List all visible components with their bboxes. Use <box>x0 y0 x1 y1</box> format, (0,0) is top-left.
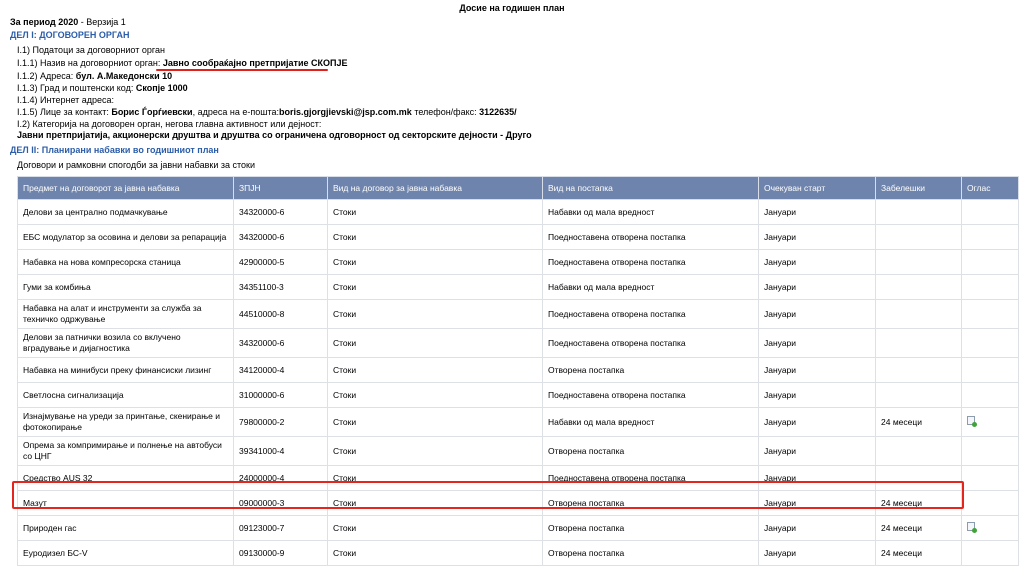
cell-subject: Набавка на нова компресорска станица <box>18 250 234 275</box>
table-row <box>18 275 1019 300</box>
cell-code: 34351100-3 <box>234 275 328 300</box>
cell-ad <box>962 358 1019 383</box>
table-row <box>18 329 1019 358</box>
cell-procedure: Поедноставена отворена постапка <box>543 250 759 275</box>
cell-contract-type: Стоки <box>328 491 543 516</box>
city-value: Скопје 1000 <box>135 83 188 93</box>
cell-subject: Мазут <box>18 491 234 516</box>
phone-label: телефон/факс: <box>411 107 480 117</box>
page-title: Досие на годишен план <box>459 3 565 13</box>
cell-contract-type: Стоки <box>328 516 543 541</box>
table-row <box>18 383 1019 408</box>
period-version: - Верзија 1 <box>78 17 126 27</box>
cell-code: 79800000-2 <box>234 408 328 437</box>
part2-heading: ДЕЛ II: Планирани набавки во годишниот план <box>10 145 219 155</box>
document-add-icon[interactable] <box>967 522 975 531</box>
cell-notes <box>876 225 962 250</box>
authority-name-value: Јавно сообраќајно претпријатие СКОПЈЕ <box>162 58 348 68</box>
cell-expected-start: Јануари <box>759 329 876 358</box>
cell-contract-type: Стоки <box>328 200 543 225</box>
cell-ad <box>962 408 1019 437</box>
cell-contract-type: Стоки <box>328 329 543 358</box>
cell-subject: Изнајмување на уреди за принтање, скенирање и фотокопирање <box>18 408 234 437</box>
cell-notes <box>876 300 962 329</box>
cell-contract-type: Стоки <box>328 250 543 275</box>
cell-subject: Светлосна сигнализација <box>18 383 234 408</box>
cell-ad <box>962 541 1019 566</box>
cell-expected-start: Јануари <box>759 516 876 541</box>
cell-procedure: Поедноставена отворена постапка <box>543 329 759 358</box>
cell-procedure: Отворена постапка <box>543 541 759 566</box>
cell-ad <box>962 383 1019 408</box>
cell-ad <box>962 275 1019 300</box>
cell-contract-type: Стоки <box>328 300 543 329</box>
document-add-icon[interactable] <box>967 416 975 425</box>
cell-notes <box>876 250 962 275</box>
contact-email: boris.gjorgjievski@jsp.com.mk <box>278 107 412 117</box>
contact-phone: 3122635/ <box>479 107 517 117</box>
cell-ad <box>962 437 1019 466</box>
contracting-authority-data: I.1) Подaтоци за договорниот орган <box>17 45 165 55</box>
cell-code: 44510000-8 <box>234 300 328 329</box>
cell-notes: 24 месеци <box>876 408 962 437</box>
column-header-subject: Предмет на договорот за јавна набавка <box>18 177 234 200</box>
cell-procedure: Отворена постапка <box>543 516 759 541</box>
cell-ad <box>962 300 1019 329</box>
contact-line <box>17 107 517 117</box>
cell-procedure: Набавки од мала вредност <box>543 275 759 300</box>
cell-code: 34120000-4 <box>234 358 328 383</box>
table-row <box>18 437 1019 466</box>
contact-name: Борис Ѓорѓиевски <box>111 107 193 117</box>
table-row <box>18 250 1019 275</box>
cell-expected-start: Јануари <box>759 200 876 225</box>
cell-expected-start: Јануари <box>759 300 876 329</box>
cell-procedure: Поедноставена отворена постапка <box>543 383 759 408</box>
cell-code: 39341000-4 <box>234 437 328 466</box>
contact-label: I.1.5) Лице за контакт: <box>17 107 112 117</box>
cell-code: 42900000-5 <box>234 250 328 275</box>
table-row <box>18 300 1019 329</box>
cell-procedure: Поедноставена отворена постапка <box>543 300 759 329</box>
cell-subject: Делови за централно подмачкување <box>18 200 234 225</box>
cell-subject: Набавка на минибуси преку финансиски лизинг <box>18 358 234 383</box>
cell-subject: Делови за патнички возила со вклучено вградување и дијагностика <box>18 329 234 358</box>
cell-code: 24000000-4 <box>234 466 328 491</box>
cell-notes: 24 месеци <box>876 491 962 516</box>
authority-name-label: I.1.1) Назив на договорниот орган: <box>17 58 163 68</box>
cell-contract-type: Стоки <box>328 383 543 408</box>
cell-contract-type: Стоки <box>328 466 543 491</box>
cell-ad <box>962 491 1019 516</box>
cell-code: 09000000-3 <box>234 491 328 516</box>
cell-notes: 24 месеци <box>876 516 962 541</box>
category-line: I.2) Категорија на договорен орган, негова главна активност или дејност: <box>17 119 322 129</box>
address-label: I.1.2) Адреса: <box>17 71 76 81</box>
cell-contract-type: Стоки <box>328 437 543 466</box>
column-header-code: ЗПЈН <box>234 177 328 200</box>
cell-notes <box>876 466 962 491</box>
cell-notes <box>876 275 962 300</box>
city-label: I.1.3) Град и поштенски код: <box>17 83 136 93</box>
column-header-ad: Оглас <box>962 177 1019 200</box>
cell-code: 34320000-6 <box>234 225 328 250</box>
period-line <box>10 17 126 27</box>
cell-subject: ЕБС модулатор за осовина и делови за репарација <box>18 225 234 250</box>
cell-subject: Гуми за комбиња <box>18 275 234 300</box>
table-row <box>18 516 1019 541</box>
table-row <box>18 225 1019 250</box>
cell-expected-start: Јануари <box>759 383 876 408</box>
cell-code: 09130000-9 <box>234 541 328 566</box>
cell-contract-type: Стоки <box>328 358 543 383</box>
cell-ad <box>962 516 1019 541</box>
cell-code: 31000000-6 <box>234 383 328 408</box>
cell-notes <box>876 358 962 383</box>
table-row <box>18 491 1019 516</box>
table-row <box>18 466 1019 491</box>
cell-notes <box>876 329 962 358</box>
column-header-notes: Забелешки <box>876 177 962 200</box>
cell-subject: Природен гас <box>18 516 234 541</box>
authority-name-line <box>17 58 347 68</box>
cell-contract-type: Стоки <box>328 225 543 250</box>
cell-subject: Еуродизел БС-V <box>18 541 234 566</box>
cell-notes <box>876 437 962 466</box>
cell-procedure: Отворена постапка <box>543 358 759 383</box>
category-value: Јавни претпријатија, акционерски друштва и друштва со ограничена одговорност од секторските дејности - Друго <box>17 130 532 140</box>
cell-ad <box>962 329 1019 358</box>
address-value: бул. А.Македонски 10 <box>75 71 173 81</box>
cell-expected-start: Јануари <box>759 437 876 466</box>
cell-notes: 24 месеци <box>876 541 962 566</box>
cell-notes <box>876 200 962 225</box>
part1-heading: ДЕЛ I: ДОГОВОРЕН ОРГАН <box>10 30 130 40</box>
email-label: , адреса на е-пошта: <box>192 107 279 117</box>
cell-procedure: Поедноставена отворена постапка <box>543 466 759 491</box>
cell-expected-start: Јануари <box>759 358 876 383</box>
procurement-plan-table <box>17 176 1019 566</box>
cell-procedure: Набавки од мала вредност <box>543 408 759 437</box>
cell-contract-type: Стоки <box>328 408 543 437</box>
cell-notes <box>876 383 962 408</box>
cell-expected-start: Јануари <box>759 408 876 437</box>
cell-expected-start: Јануари <box>759 491 876 516</box>
table-row <box>18 200 1019 225</box>
cell-code: 34320000-6 <box>234 200 328 225</box>
column-header-expected-start: Очекуван старт <box>759 177 876 200</box>
section-subtitle: Договори и рамковни спогодби за јавни набавки за стоки <box>17 160 255 170</box>
cell-ad <box>962 250 1019 275</box>
cell-contract-type: Стоки <box>328 541 543 566</box>
cell-expected-start: Јануари <box>759 275 876 300</box>
internet-address-line: I.1.4) Интернет адреса: <box>17 95 115 105</box>
cell-expected-start: Јануари <box>759 466 876 491</box>
table-header-row <box>18 177 1019 200</box>
cell-ad <box>962 225 1019 250</box>
cell-expected-start: Јануари <box>759 225 876 250</box>
red-underline-annotation <box>156 69 328 71</box>
cell-procedure: Отворена постапка <box>543 491 759 516</box>
cell-procedure: Набавки од мала вредност <box>543 200 759 225</box>
cell-ad <box>962 466 1019 491</box>
cell-procedure: Поедноставена отворена постапка <box>543 225 759 250</box>
table-row <box>18 408 1019 437</box>
table-row <box>18 358 1019 383</box>
city-line <box>17 83 188 93</box>
column-header-contract-type: Вид на договор за јавна набавка <box>328 177 543 200</box>
cell-procedure: Отворена постапка <box>543 437 759 466</box>
cell-code: 34320000-6 <box>234 329 328 358</box>
cell-expected-start: Јануари <box>759 541 876 566</box>
cell-subject: Средство AUS 32 <box>18 466 234 491</box>
cell-subject: Опрема за компримирање и полнење на автобуси со ЦНГ <box>18 437 234 466</box>
cell-expected-start: Јануари <box>759 250 876 275</box>
cell-contract-type: Стоки <box>328 275 543 300</box>
address-line <box>17 71 172 81</box>
table-row <box>18 541 1019 566</box>
cell-code: 09123000-7 <box>234 516 328 541</box>
column-header-procedure: Вид на постапка <box>543 177 759 200</box>
cell-ad <box>962 200 1019 225</box>
period-label: За период 2020 <box>10 17 79 27</box>
cell-subject: Набавка на алат и инструменти за служба за техничко одржување <box>18 300 234 329</box>
